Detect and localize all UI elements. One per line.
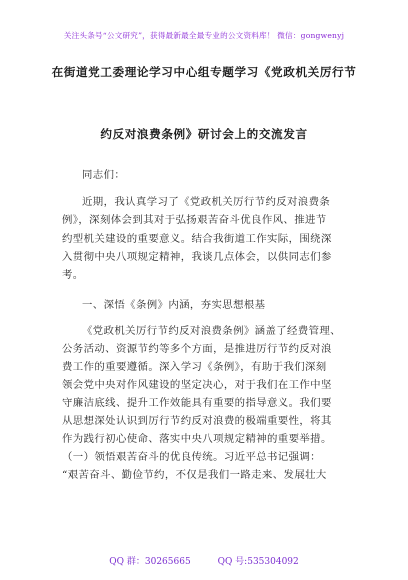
body-line: 费工作的重要遵循。深入学习《条例》，有助于我们深刻	[62, 361, 327, 373]
document-title-line-2: 约反对浪费条例》研讨会上的交流发言	[100, 127, 308, 141]
body-line: 作为践行初心使命、落实中央八项规定精神的重要举措。	[62, 433, 332, 445]
body-line: 近期，我认真学习了《党政机关厉行节约反对浪费条	[82, 196, 331, 208]
document-title-line-1: 在街道党工委理论学习中心组专题学习《党政机关厉行节	[51, 65, 357, 79]
section-heading: 一、深悟《条例》内涵，夯实思想根基	[82, 299, 266, 311]
contact-footer	[0, 554, 408, 567]
promo-banner: 关注头条号“公文研究”，获得最新最全最专业的公文资料库！ 微信：gongwenyj	[63, 31, 345, 40]
salutation: 同志们：	[82, 169, 126, 181]
body-line: 约型机关建设的重要意义。结合我街道工作实际，围绕深	[62, 233, 332, 245]
qq-group-text: QQ 群：30265665	[109, 557, 191, 567]
body-line: 公务活动、资源节约等多个方面，是推进厉行节约反对浪	[62, 343, 332, 355]
body-line: （一）领悟艰苦奋斗的优良传统。习近平总书记强调：	[62, 451, 321, 463]
body-line: 例》，深刻体会到其对于弘扬艰苦奋斗优良作风、推进节	[62, 214, 327, 226]
qq-number-text: QQ 号:535304092	[217, 557, 299, 567]
body-line: 领会党中央对作风建设的坚定决心，对于我们在工作中坚	[62, 379, 332, 391]
body-line: 考。	[62, 269, 84, 281]
body-line: 入贯彻中央八项规定精神，我谈几点体会，以供同志们参	[62, 251, 332, 263]
body-line: 守廉洁底线、提升工作效能具有重要的指导意义。我们要	[62, 397, 332, 409]
body-line: 《党政机关厉行节约反对浪费条例》涵盖了经费管理、	[82, 325, 341, 337]
body-line: 从思想深处认识到厉行节约反对浪费的极端重要性，将其	[62, 415, 332, 427]
body-line: “艰苦奋斗、勤俭节约，不仅是我们一路走来、发展壮大	[62, 469, 327, 481]
